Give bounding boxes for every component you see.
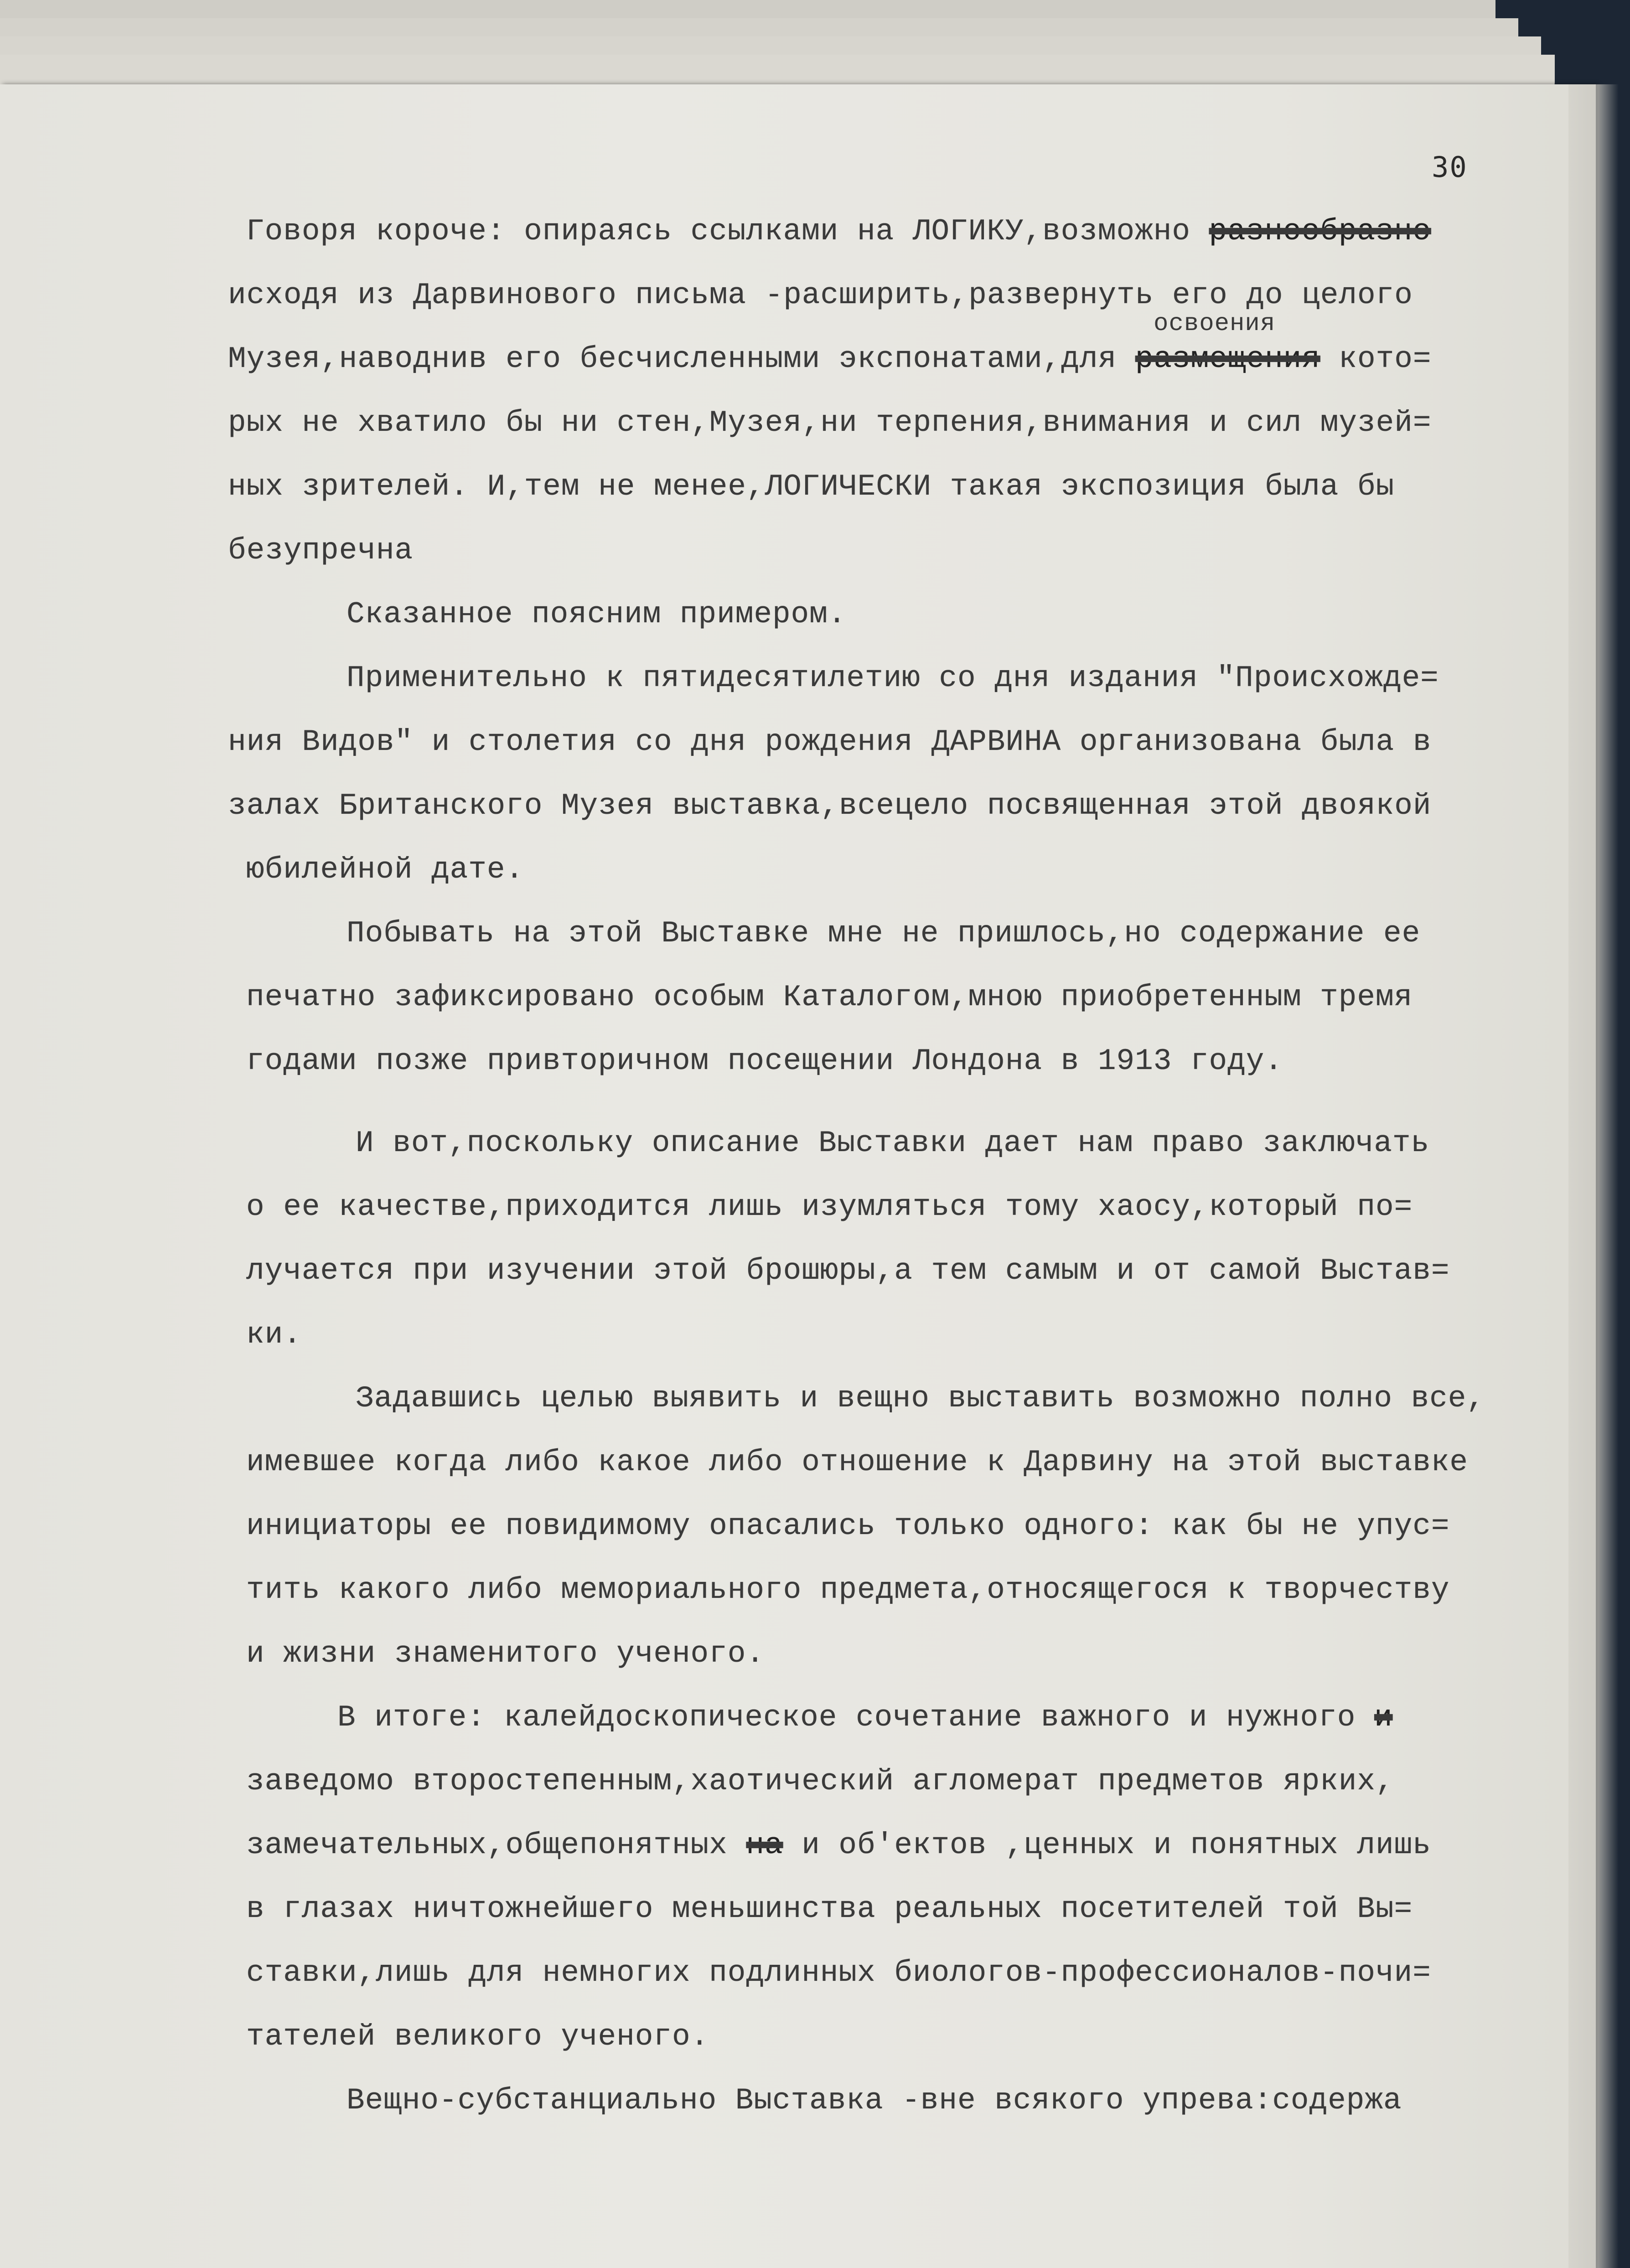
line-text: Побывать на этой Выставке мне не пришлось,но содержание ее [347, 916, 1421, 951]
line-text: В итоге: калейдоскопическое сочетание важного и нужного [337, 1700, 1374, 1735]
text-line [228, 789, 1431, 823]
text-line [246, 1190, 1413, 1224]
text-line [228, 533, 413, 568]
line-text: рых не хватило бы ни стен,Музея,ни терпения,внимания и сил музей= [228, 406, 1432, 440]
line-text: печатно зафиксировано особым Каталогом,мною приобретенным тремя [246, 980, 1413, 1014]
text-line [246, 1764, 1394, 1798]
text-line [228, 342, 1431, 376]
text-line [347, 2083, 1402, 2118]
text-line [246, 1445, 1468, 1479]
line-text: Применительно к пятидесятилетию со дня издания "Происхожде= [347, 661, 1439, 695]
text-line [246, 1509, 1449, 1543]
text-line [246, 1892, 1413, 1926]
line-text: ных зрителей. И,тем не менее,ЛОГИЧЕСКИ такая экспозиция была бы [228, 470, 1395, 504]
text-line [356, 1381, 1485, 1416]
line-text: тателей великого ученого. [246, 2020, 709, 2054]
line-text: ния Видов" и столетия со дня рождения ДАРВИНА организована была в [228, 725, 1432, 759]
text-line [246, 1044, 1283, 1078]
text-line [246, 1254, 1449, 1288]
line-text: и жизни знаменитого ученого. [246, 1637, 765, 1671]
text-line [228, 278, 1413, 312]
line-text: лучается при изучении этой брошюры,а тем самым и от самой Выстав= [246, 1254, 1450, 1288]
line-text: И вот,поскольку описание Выставки дает нам право заключать [356, 1126, 1430, 1160]
text-line [347, 916, 1420, 951]
line-text: инициаторы ее повидимому опасались только одного: как бы не упус= [246, 1509, 1450, 1543]
line-text: тить какого либо мемориального предмета,относящегося к творчеству [246, 1573, 1450, 1607]
page-edge-shadow [1568, 84, 1619, 2268]
text-line [228, 470, 1394, 504]
text-line [246, 214, 1431, 248]
line-text: кото= [1320, 342, 1432, 376]
text-line [246, 852, 524, 887]
line-text: заведомо второстепенным,хаотический агломерат предметов ярких, [246, 1764, 1394, 1798]
text-line [246, 1317, 302, 1352]
text-line [246, 1828, 1431, 1862]
text-line [246, 1637, 765, 1671]
text-line [356, 1126, 1429, 1160]
line-text: Сказанное поясним примером. [347, 597, 847, 631]
handwritten-insertion: освоения [1154, 310, 1276, 338]
text-line [347, 597, 846, 631]
line-text: ставки,лишь для немногих подлинных биологов-профессионалов-почи= [246, 1956, 1431, 1990]
line-text: Вещно-субстанциально Выставка -вне всякого упрева:содержа [347, 2083, 1402, 2118]
text-line [228, 406, 1431, 440]
struck-text: и [1374, 1700, 1393, 1735]
line-text: безупречна [228, 533, 414, 568]
text-line [246, 2020, 709, 2054]
struck-text: на [746, 1828, 783, 1862]
line-text: замечательных,общепонятных [246, 1828, 746, 1862]
text-line [347, 661, 1439, 695]
line-text: Музея,наводнив его бесчисленными экспонатами,для [228, 342, 1135, 376]
line-text: Говоря короче: опираясь ссылками на ЛОГИКУ,возможно [246, 214, 1209, 248]
line-text: юбилейной дате. [246, 852, 524, 887]
line-text: и об'ектов ,ценных и понятных лишь [783, 1828, 1431, 1862]
text-line [246, 1956, 1431, 1990]
line-text: залах Британского Музея выставка,всецело посвященная этой двоякой [228, 789, 1432, 823]
text-line [228, 725, 1431, 759]
struck-text: размещения [1135, 342, 1320, 376]
text-line [337, 1700, 1393, 1735]
page-number: 30 [1432, 150, 1468, 184]
line-text: в глазах ничтожнейшего меньшинства реальных посетителей той Вы= [246, 1892, 1413, 1926]
line-text: Задавшись целью выявить и вещно выставить возможно полно все, [356, 1381, 1485, 1416]
line-text: о ее качестве,приходится лишь изумляться тому хаосу,который по= [246, 1190, 1413, 1224]
struck-text: разнообразно [1209, 214, 1431, 248]
text-line [246, 980, 1413, 1014]
line-text: годами позже привторичном посещении Лондона в 1913 году. [246, 1044, 1283, 1078]
line-text: исходя из Дарвинового письма -расширить,развернуть его до целого [228, 278, 1413, 312]
line-text: ки. [246, 1317, 302, 1352]
line-text: имевшее когда либо какое либо отношение к Дарвину на этой выставке [246, 1445, 1469, 1479]
text-line [246, 1573, 1449, 1607]
